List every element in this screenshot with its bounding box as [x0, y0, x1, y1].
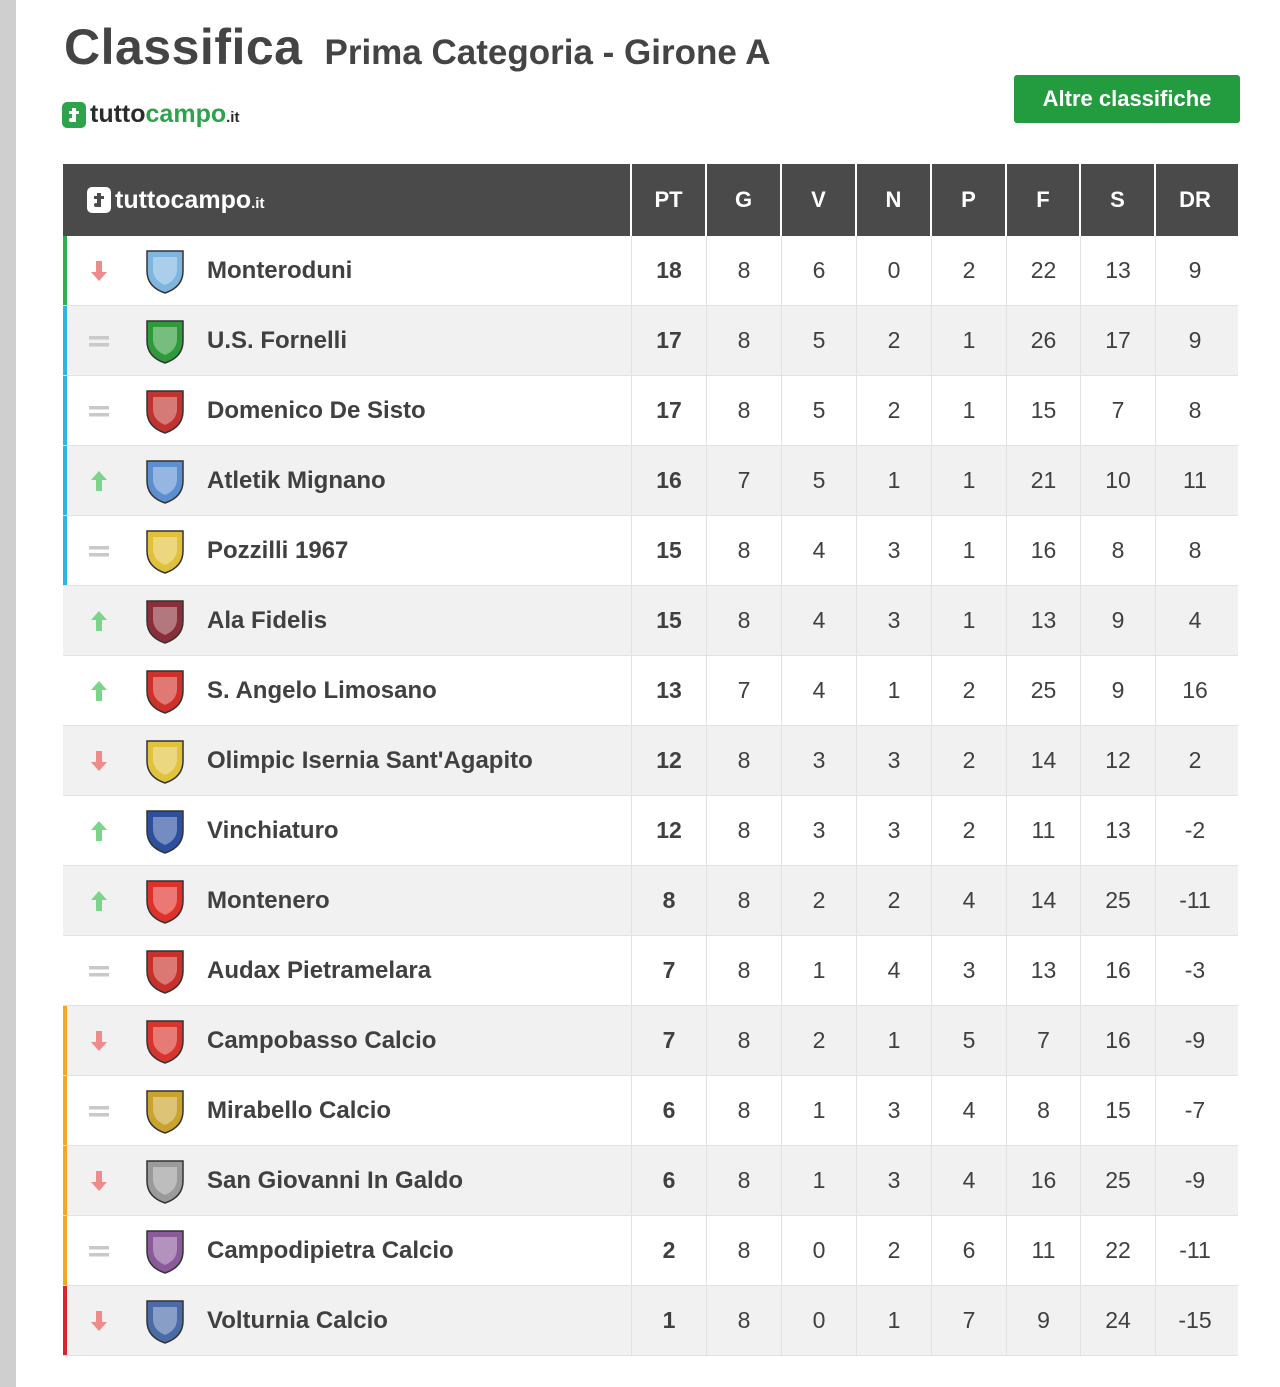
cell-p: 4: [932, 1146, 1007, 1215]
cell-s: 15: [1081, 1076, 1156, 1145]
cell-n: 2: [857, 866, 932, 935]
cell-s: 16: [1081, 936, 1156, 1005]
cell-f: 13: [1007, 936, 1081, 1005]
cell-v: 5: [782, 446, 857, 515]
team-cell: [63, 1006, 632, 1075]
zone-indicator: [63, 446, 67, 515]
team-crest-icon: [135, 241, 195, 301]
cell-pt: 17: [632, 376, 707, 445]
cell-p: 2: [932, 726, 1007, 795]
cell-n: 0: [857, 236, 932, 305]
table-row[interactable]: [63, 306, 1238, 376]
cell-dr: 8: [1188, 537, 1202, 563]
cell-g: 8: [707, 726, 782, 795]
cell-g: 8: [707, 1286, 782, 1355]
cell-s: 25: [1081, 866, 1156, 935]
cell-n: 2: [857, 376, 932, 445]
brand-mark-icon: [62, 102, 86, 128]
cell-pt: 7: [632, 1006, 707, 1075]
team-cell: [63, 1286, 632, 1355]
team-cell: [63, 306, 632, 375]
cell-g: 8: [707, 936, 782, 1005]
column-header-s[interactable]: S: [1081, 164, 1156, 236]
zone-indicator: [63, 1216, 67, 1285]
team-name[interactable]: Mirabello Calcio: [207, 1096, 392, 1124]
cell-p: 3: [932, 936, 1007, 1005]
column-header-dr[interactable]: DR: [1179, 187, 1211, 212]
cell-n: 1: [857, 446, 932, 515]
team-crest-icon: [135, 1151, 195, 1211]
cell-dr: -7: [1184, 1097, 1206, 1123]
cell-dr: -9: [1184, 1027, 1206, 1053]
column-header-n[interactable]: N: [857, 164, 932, 236]
cell-f: 13: [1007, 586, 1081, 655]
cell-dr: 9: [1188, 257, 1202, 283]
table-body: [63, 236, 1238, 1356]
cell-n: 1: [857, 1286, 932, 1355]
cell-pt: 12: [632, 726, 707, 795]
cell-p: 7: [932, 1286, 1007, 1355]
cell-n: 3: [857, 1146, 932, 1215]
team-cell: [63, 586, 632, 655]
table-row[interactable]: [63, 1006, 1238, 1076]
standings-table: [63, 164, 1238, 1356]
cell-dr: 8: [1188, 397, 1202, 423]
cell-pt: 17: [632, 306, 707, 375]
brand-text: tuttocampo.it: [115, 185, 265, 214]
cell-g: 8: [707, 236, 782, 305]
team-name[interactable]: Pozzilli 1967: [207, 536, 349, 564]
cell-p: 5: [932, 1006, 1007, 1075]
team-name[interactable]: Montenero: [207, 886, 330, 914]
cell-dr: 9: [1188, 327, 1202, 353]
team-cell: [63, 936, 632, 1005]
team-crest-icon: [135, 381, 195, 441]
team-cell: [63, 796, 632, 865]
cell-s: 24: [1081, 1286, 1156, 1355]
brand-mark-icon: [87, 187, 111, 213]
cell-v: 1: [782, 936, 857, 1005]
cell-s: 17: [1081, 306, 1156, 375]
cell-n: 1: [857, 656, 932, 725]
cell-pt: 1: [632, 1286, 707, 1355]
table-row[interactable]: [63, 446, 1238, 516]
team-crest-icon: [135, 871, 195, 931]
cell-n: 2: [857, 306, 932, 375]
cell-dr: 2: [1188, 747, 1202, 773]
table-row[interactable]: [63, 586, 1238, 656]
cell-pt: 7: [632, 936, 707, 1005]
cell-f: 7: [1007, 1006, 1081, 1075]
cell-v: 2: [782, 866, 857, 935]
cell-dr: 11: [1183, 467, 1207, 493]
table-row[interactable]: [63, 796, 1238, 866]
equal-icon: [63, 963, 135, 979]
cell-p: 2: [932, 236, 1007, 305]
cell-f: 9: [1007, 1286, 1081, 1355]
table-row[interactable]: [63, 516, 1238, 586]
cell-v: 0: [782, 1216, 857, 1285]
table-row[interactable]: [63, 656, 1238, 726]
cell-s: 16: [1081, 1006, 1156, 1075]
team-crest-icon: [135, 311, 195, 371]
team-name[interactable]: Domenico De Sisto: [207, 396, 426, 424]
table-row[interactable]: [63, 936, 1238, 1006]
cell-v: 5: [782, 376, 857, 445]
cell-p: 1: [932, 376, 1007, 445]
zone-indicator: [63, 236, 67, 305]
cell-p: 1: [932, 586, 1007, 655]
zone-indicator: [63, 1006, 67, 1075]
cell-n: 3: [857, 586, 932, 655]
brand-text: tuttocampo.it: [90, 100, 240, 128]
cell-g: 8: [707, 1006, 782, 1075]
cell-n: 2: [857, 1216, 932, 1285]
other-standings-button[interactable]: Altre classifiche: [1014, 75, 1240, 123]
zone-indicator: [63, 1146, 67, 1215]
cell-dr: -9: [1184, 1167, 1206, 1193]
team-cell: [63, 236, 632, 305]
table-row[interactable]: [63, 726, 1238, 796]
arrow-down-icon: [63, 750, 135, 772]
table-header: [63, 164, 1238, 236]
cell-g: 8: [707, 376, 782, 445]
cell-s: 25: [1081, 1146, 1156, 1215]
cell-n: 3: [857, 726, 932, 795]
cell-pt: 18: [632, 236, 707, 305]
cell-dr: 16: [1182, 677, 1208, 703]
cell-dr: -11: [1179, 1237, 1211, 1263]
team-crest-icon: [135, 451, 195, 511]
team-crest-icon: [135, 941, 195, 1001]
cell-n: 3: [857, 796, 932, 865]
team-cell: [63, 516, 632, 585]
cell-v: 4: [782, 586, 857, 655]
cell-f: 26: [1007, 306, 1081, 375]
cell-g: 8: [707, 516, 782, 585]
team-cell: [63, 1146, 632, 1215]
cell-s: 10: [1081, 446, 1156, 515]
cell-g: 7: [707, 656, 782, 725]
team-name[interactable]: Monteroduni: [207, 256, 353, 284]
cell-n: 1: [857, 1006, 932, 1075]
equal-icon: [63, 1243, 135, 1259]
cell-v: 3: [782, 726, 857, 795]
cell-pt: 12: [632, 796, 707, 865]
cell-v: 3: [782, 796, 857, 865]
arrow-up-icon: [63, 890, 135, 912]
team-cell: [63, 726, 632, 795]
arrow-up-icon: [63, 610, 135, 632]
cell-pt: 16: [632, 446, 707, 515]
brand-logo[interactable]: [62, 100, 239, 129]
cell-p: 4: [932, 866, 1007, 935]
cell-s: 7: [1081, 376, 1156, 445]
team-name[interactable]: Atletik Mignano: [207, 466, 386, 494]
team-name[interactable]: U.S. Fornelli: [207, 326, 348, 354]
cell-dr: 4: [1188, 607, 1202, 633]
cell-g: 8: [707, 586, 782, 655]
cell-dr: -2: [1184, 817, 1206, 843]
zone-indicator: [63, 376, 67, 445]
table-row[interactable]: [63, 866, 1238, 936]
team-crest-icon: [135, 1221, 195, 1281]
team-name[interactable]: Audax Pietramelara: [207, 956, 432, 984]
cell-v: 5: [782, 306, 857, 375]
cell-f: 14: [1007, 866, 1081, 935]
table-row[interactable]: [63, 1076, 1238, 1146]
arrow-down-icon: [63, 260, 135, 282]
team-cell: [63, 376, 632, 445]
cell-f: 11: [1007, 1216, 1081, 1285]
cell-s: 13: [1081, 796, 1156, 865]
team-crest-icon: [135, 1011, 195, 1071]
cell-g: 8: [707, 1146, 782, 1215]
team-cell: [63, 1076, 632, 1145]
cell-f: 14: [1007, 726, 1081, 795]
cell-v: 1: [782, 1076, 857, 1145]
table-row[interactable]: [63, 1216, 1238, 1286]
cell-s: 8: [1081, 516, 1156, 585]
cell-f: 25: [1007, 656, 1081, 725]
cell-f: 21: [1007, 446, 1081, 515]
zone-indicator: [63, 1076, 67, 1145]
arrow-up-icon: [63, 680, 135, 702]
cell-v: 2: [782, 1006, 857, 1075]
arrow-up-icon: [63, 470, 135, 492]
cell-v: 0: [782, 1286, 857, 1355]
page-title: Classifica: [64, 19, 303, 75]
cell-p: 2: [932, 796, 1007, 865]
cell-n: 4: [857, 936, 932, 1005]
team-crest-icon: [135, 521, 195, 581]
cell-v: 1: [782, 1146, 857, 1215]
cell-pt: 8: [632, 866, 707, 935]
team-crest-icon: [135, 801, 195, 861]
cell-p: 1: [932, 516, 1007, 585]
cell-n: 3: [857, 516, 932, 585]
team-cell: [63, 656, 632, 725]
team-name[interactable]: Olimpic Isernia Sant'Agapito: [207, 746, 533, 774]
cell-f: 16: [1007, 516, 1081, 585]
cell-pt: 6: [632, 1076, 707, 1145]
arrow-up-icon: [63, 820, 135, 842]
cell-p: 1: [932, 446, 1007, 515]
team-name[interactable]: Vinchiaturo: [207, 816, 339, 844]
cell-pt: 6: [632, 1146, 707, 1215]
team-crest-icon: [135, 1291, 195, 1351]
equal-icon: [63, 543, 135, 559]
page-header: [64, 18, 771, 76]
table-row[interactable]: [63, 376, 1238, 446]
cell-pt: 15: [632, 516, 707, 585]
team-name[interactable]: Ala Fidelis: [207, 606, 328, 634]
cell-dr: -11: [1179, 887, 1211, 913]
zone-indicator: [63, 306, 67, 375]
cell-g: 8: [707, 1216, 782, 1285]
cell-g: 8: [707, 796, 782, 865]
team-cell: [63, 866, 632, 935]
column-header-pt[interactable]: PT: [632, 164, 707, 236]
team-name[interactable]: S. Angelo Limosano: [207, 676, 437, 704]
cell-n: 3: [857, 1076, 932, 1145]
cell-pt: 15: [632, 586, 707, 655]
column-header-p[interactable]: P: [932, 164, 1007, 236]
cell-s: 9: [1081, 586, 1156, 655]
zone-indicator: [63, 516, 67, 585]
cell-p: 1: [932, 306, 1007, 375]
equal-icon: [63, 403, 135, 419]
arrow-down-icon: [63, 1170, 135, 1192]
table-row[interactable]: [63, 236, 1238, 306]
cell-p: 4: [932, 1076, 1007, 1145]
cell-f: 15: [1007, 376, 1081, 445]
table-header-brand: [63, 164, 632, 236]
column-header-f[interactable]: F: [1007, 164, 1081, 236]
equal-icon: [63, 1103, 135, 1119]
cell-g: 7: [707, 446, 782, 515]
team-cell: [63, 446, 632, 515]
column-header-v[interactable]: V: [782, 164, 857, 236]
cell-p: 6: [932, 1216, 1007, 1285]
cell-p: 2: [932, 656, 1007, 725]
team-crest-icon: [135, 1081, 195, 1141]
cell-f: 11: [1007, 796, 1081, 865]
cell-pt: 2: [632, 1216, 707, 1285]
team-name[interactable]: Campodipietra Calcio: [207, 1236, 454, 1264]
team-crest-icon: [135, 591, 195, 651]
team-cell: [63, 1216, 632, 1285]
cell-s: 9: [1081, 656, 1156, 725]
table-row[interactable]: [63, 1286, 1238, 1356]
cell-v: 4: [782, 516, 857, 585]
equal-icon: [63, 333, 135, 349]
cell-s: 22: [1081, 1216, 1156, 1285]
cell-g: 8: [707, 306, 782, 375]
zone-indicator: [63, 1286, 67, 1355]
cell-s: 12: [1081, 726, 1156, 795]
arrow-down-icon: [63, 1310, 135, 1332]
team-name[interactable]: Campobasso Calcio: [207, 1026, 437, 1054]
cell-f: 16: [1007, 1146, 1081, 1215]
column-header-g[interactable]: G: [707, 164, 782, 236]
cell-dr: -3: [1184, 957, 1206, 983]
cell-v: 6: [782, 236, 857, 305]
cell-f: 8: [1007, 1076, 1081, 1145]
table-row[interactable]: [63, 1146, 1238, 1216]
left-edge-strip: [0, 0, 16, 1387]
cell-dr: -15: [1178, 1307, 1212, 1333]
cell-g: 8: [707, 1076, 782, 1145]
arrow-down-icon: [63, 1030, 135, 1052]
team-name[interactable]: Volturnia Calcio: [207, 1306, 388, 1334]
page-subtitle: Prima Categoria - Girone A: [324, 33, 771, 72]
cell-f: 22: [1007, 236, 1081, 305]
team-crest-icon: [135, 731, 195, 791]
team-crest-icon: [135, 661, 195, 721]
team-name[interactable]: San Giovanni In Galdo: [207, 1166, 464, 1194]
cell-s: 13: [1081, 236, 1156, 305]
cell-g: 8: [707, 866, 782, 935]
cell-v: 4: [782, 656, 857, 725]
cell-pt: 13: [632, 656, 707, 725]
